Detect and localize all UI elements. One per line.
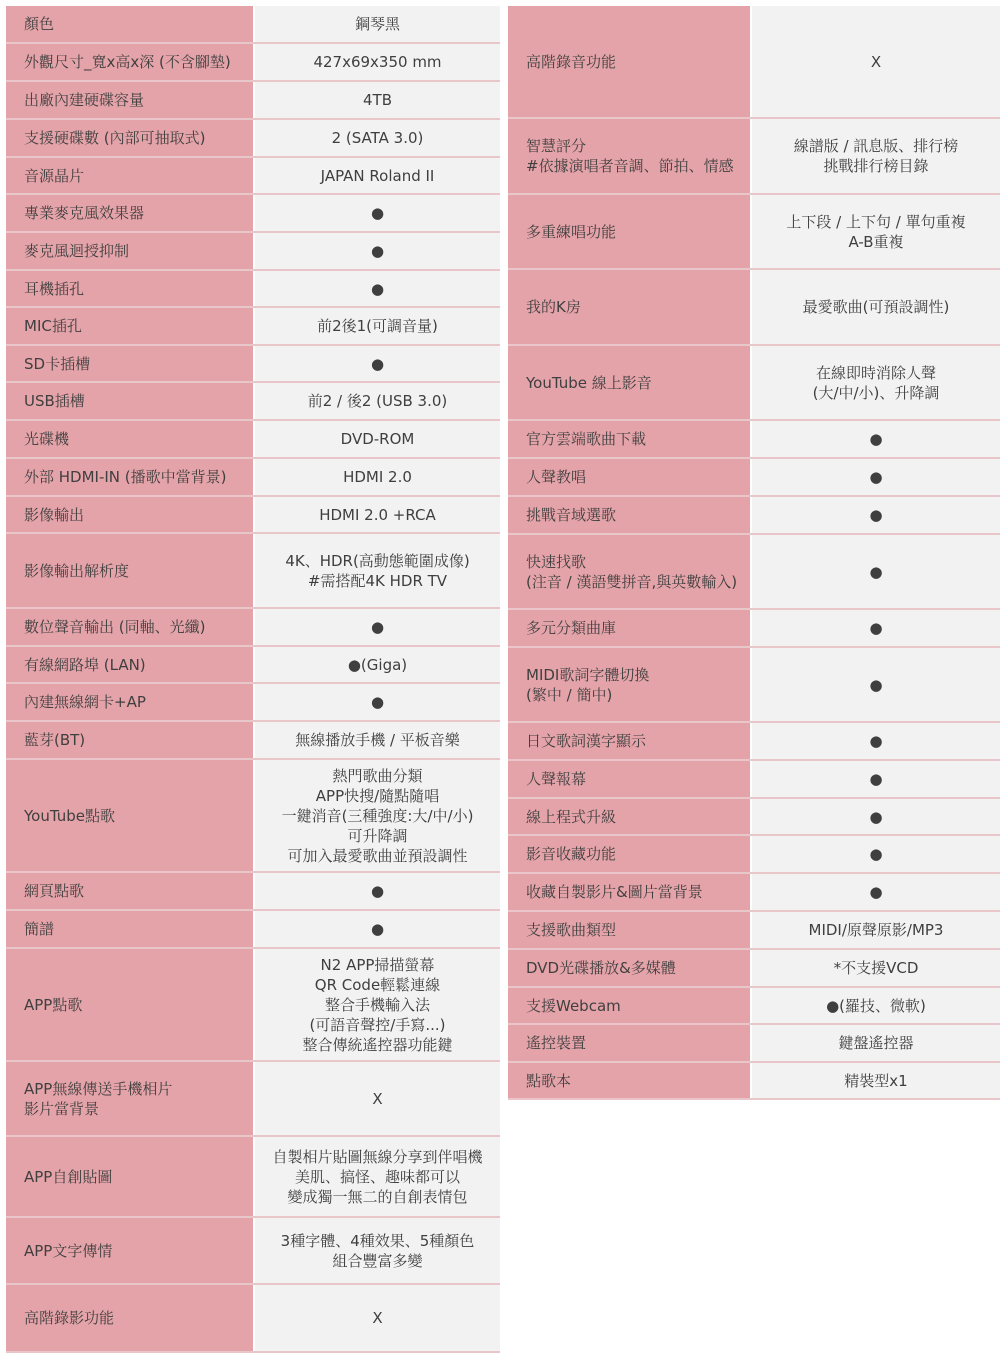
table-row — [6, 459, 500, 497]
spec-label: 我的K房 — [508, 270, 750, 344]
spec-label: 智慧評分 #依據演唱者音調、節拍、情感 — [508, 119, 750, 193]
table-row — [6, 271, 500, 308]
spec-value: ● — [253, 609, 500, 645]
spec-value: ● — [750, 723, 1000, 759]
spec-table-right — [508, 6, 1000, 1100]
table-row — [508, 421, 1000, 459]
spec-label: APP無線傳送手機相片 影片當背景 — [6, 1062, 253, 1135]
spec-value: 在線即時消除人聲 (大/中/小)、升降調 — [750, 346, 1000, 419]
spec-value: ● — [750, 535, 1000, 608]
table-row — [6, 609, 500, 647]
spec-label: YouTube 線上影音 — [508, 346, 750, 419]
spec-label: 顏色 — [6, 6, 253, 42]
table-row — [6, 158, 500, 195]
spec-label: 多重練唱功能 — [508, 195, 750, 268]
spec-value: 4K、HDR(高動態範圍成像) #需搭配4K HDR TV — [253, 534, 500, 607]
table-row — [6, 1062, 500, 1137]
spec-label: 耳機插孔 — [6, 271, 253, 306]
spec-label: 外觀尺寸_寬x高x深 (不含腳墊) — [6, 44, 253, 80]
spec-value: 線譜版 / 訊息版、排行榜 挑戰排行榜目錄 — [750, 119, 1000, 193]
spec-label: 人聲報幕 — [508, 761, 750, 797]
table-row — [6, 1137, 500, 1218]
table-row — [508, 610, 1000, 648]
spec-value: 鍵盤遙控器 — [750, 1025, 1000, 1061]
spec-label: 官方雲端歌曲下載 — [508, 421, 750, 457]
spec-label: 音源晶片 — [6, 158, 253, 193]
spec-label: 挑戰音域選歌 — [508, 497, 750, 533]
spec-value: 427x69x350 mm — [253, 44, 500, 80]
spec-value: 前2後1(可調音量) — [253, 308, 500, 344]
table-row — [508, 723, 1000, 761]
spec-value: 2 (SATA 3.0) — [253, 120, 500, 156]
spec-label: 外部 HDMI-IN (播歌中當背景) — [6, 459, 253, 495]
table-row — [6, 421, 500, 459]
spec-label: USB插槽 — [6, 383, 253, 419]
spec-label: APP自創貼圖 — [6, 1137, 253, 1216]
spec-label: APP文字傳情 — [6, 1218, 253, 1283]
spec-value: 前2 / 後2 (USB 3.0) — [253, 383, 500, 419]
spec-value: ● — [253, 684, 500, 720]
table-row — [508, 950, 1000, 988]
spec-label: MIDI歌詞字體切換 (繁中 / 簡中) — [508, 648, 750, 721]
spec-label: 藍芽(BT) — [6, 722, 253, 758]
table-row — [6, 383, 500, 421]
spec-label: 內建無線網卡+AP — [6, 684, 253, 720]
spec-label: SD卡插槽 — [6, 346, 253, 381]
table-row — [508, 535, 1000, 610]
spec-value: ● — [253, 911, 500, 947]
spec-value: ● — [750, 497, 1000, 533]
spec-label: 遙控裝置 — [508, 1025, 750, 1061]
spec-label: 線上程式升級 — [508, 799, 750, 834]
spec-label: 支援Webcam — [508, 988, 750, 1023]
spec-value: ● — [750, 421, 1000, 457]
table-row — [6, 82, 500, 120]
spec-label: 支援硬碟數 (內部可抽取式) — [6, 120, 253, 156]
spec-value: JAPAN Roland II — [253, 158, 500, 193]
table-row — [508, 346, 1000, 421]
table-row — [508, 1025, 1000, 1063]
spec-label: 點歌本 — [508, 1063, 750, 1098]
table-row — [6, 760, 500, 873]
table-row — [508, 912, 1000, 950]
spec-value: ●(羅技、微軟) — [750, 988, 1000, 1023]
spec-label: 支援歌曲類型 — [508, 912, 750, 948]
spec-value: HDMI 2.0 — [253, 459, 500, 495]
spec-label: 日文歌詞漢字顯示 — [508, 723, 750, 759]
table-row — [6, 1218, 500, 1285]
table-row — [508, 119, 1000, 195]
spec-label: 麥克風迴授抑制 — [6, 233, 253, 269]
spec-value: MIDI/原聲原影/MP3 — [750, 912, 1000, 948]
spec-value: 3種字體、4種效果、5種顏色 組合豐富多變 — [253, 1218, 500, 1283]
spec-label: 數位聲音輸出 (同軸、光纖) — [6, 609, 253, 645]
spec-label: 簡譜 — [6, 911, 253, 947]
spec-value: ● — [750, 761, 1000, 797]
spec-label: 專業麥克風效果器 — [6, 195, 253, 231]
spec-value: X — [253, 1285, 500, 1351]
table-row — [6, 308, 500, 346]
table-row — [6, 911, 500, 949]
table-row — [508, 836, 1000, 874]
spec-label: 多元分類曲庫 — [508, 610, 750, 646]
table-row — [6, 497, 500, 534]
table-row — [508, 195, 1000, 270]
spec-label: APP點歌 — [6, 949, 253, 1060]
spec-label: 有線網路埠 (LAN) — [6, 647, 253, 682]
spec-value: ● — [253, 346, 500, 381]
spec-value: ● — [253, 233, 500, 269]
spec-value: ● — [750, 799, 1000, 834]
table-row — [6, 233, 500, 271]
table-row — [6, 1285, 500, 1353]
spec-value: DVD-ROM — [253, 421, 500, 457]
table-row — [508, 459, 1000, 497]
spec-label: 高階錄影功能 — [6, 1285, 253, 1351]
spec-table-left — [6, 6, 500, 1353]
table-row — [6, 647, 500, 684]
table-row — [6, 346, 500, 383]
table-row — [508, 648, 1000, 723]
spec-label: 影像輸出解析度 — [6, 534, 253, 607]
table-row — [508, 6, 1000, 119]
spec-value: N2 APP掃描螢幕 QR Code輕鬆連線 整合手機輸入法 (可語音聲控/手寫...) 整合傳統遙控器功能鍵 — [253, 949, 500, 1060]
spec-label: 影像輸出 — [6, 497, 253, 532]
spec-value: ●(Giga) — [253, 647, 500, 682]
spec-value: ● — [750, 459, 1000, 495]
spec-value: ● — [750, 648, 1000, 721]
table-row — [508, 1063, 1000, 1100]
table-row — [6, 949, 500, 1062]
spec-value: ● — [253, 271, 500, 306]
table-row — [508, 270, 1000, 346]
spec-label: 出廠內建硬碟容量 — [6, 82, 253, 118]
spec-label: 光碟機 — [6, 421, 253, 457]
spec-label: YouTube點歌 — [6, 760, 253, 871]
spec-label: 快速找歌 (注音 / 漢語雙拼音,與英數輸入) — [508, 535, 750, 608]
spec-value: ● — [750, 836, 1000, 872]
table-row — [6, 44, 500, 82]
spec-value: ● — [253, 873, 500, 909]
table-row — [6, 873, 500, 911]
table-row — [6, 195, 500, 233]
spec-label: 人聲教唱 — [508, 459, 750, 495]
spec-value: ● — [253, 195, 500, 231]
table-row — [508, 988, 1000, 1025]
spec-value: 上下段 / 上下句 / 單句重複 A-B重複 — [750, 195, 1000, 268]
spec-value: ● — [750, 610, 1000, 646]
spec-label: DVD光碟播放&多媒體 — [508, 950, 750, 986]
table-row — [508, 874, 1000, 912]
table-row — [6, 6, 500, 44]
spec-label: MIC插孔 — [6, 308, 253, 344]
table-row — [6, 722, 500, 760]
spec-label: 收藏自製影片&圖片當背景 — [508, 874, 750, 910]
table-row — [6, 684, 500, 722]
spec-value: ● — [750, 874, 1000, 910]
spec-label: 網頁點歌 — [6, 873, 253, 909]
spec-value: 熱門歌曲分類 APP快搜/隨點隨唱 一鍵消音(三種強度:大/中/小) 可升降調 可加入最愛歌曲並預設調性 — [253, 760, 500, 871]
spec-value: X — [750, 6, 1000, 117]
spec-value: X — [253, 1062, 500, 1135]
table-row — [6, 120, 500, 158]
table-row — [508, 497, 1000, 535]
spec-value: 精裝型x1 — [750, 1063, 1000, 1098]
spec-label: 影音收藏功能 — [508, 836, 750, 872]
spec-value: HDMI 2.0 +RCA — [253, 497, 500, 532]
table-row — [508, 799, 1000, 836]
table-row — [6, 534, 500, 609]
spec-value: 4TB — [253, 82, 500, 118]
spec-value: 鋼琴黑 — [253, 6, 500, 42]
table-row — [508, 761, 1000, 799]
spec-value: 無線播放手機 / 平板音樂 — [253, 722, 500, 758]
spec-value: *不支援VCD — [750, 950, 1000, 986]
spec-value: 最愛歌曲(可預設調性) — [750, 270, 1000, 344]
spec-value: 自製相片貼圖無線分享到伴唱機 美肌、搞怪、趣味都可以 變成獨一無二的自創表情包 — [253, 1137, 500, 1216]
spec-label: 高階錄音功能 — [508, 6, 750, 117]
